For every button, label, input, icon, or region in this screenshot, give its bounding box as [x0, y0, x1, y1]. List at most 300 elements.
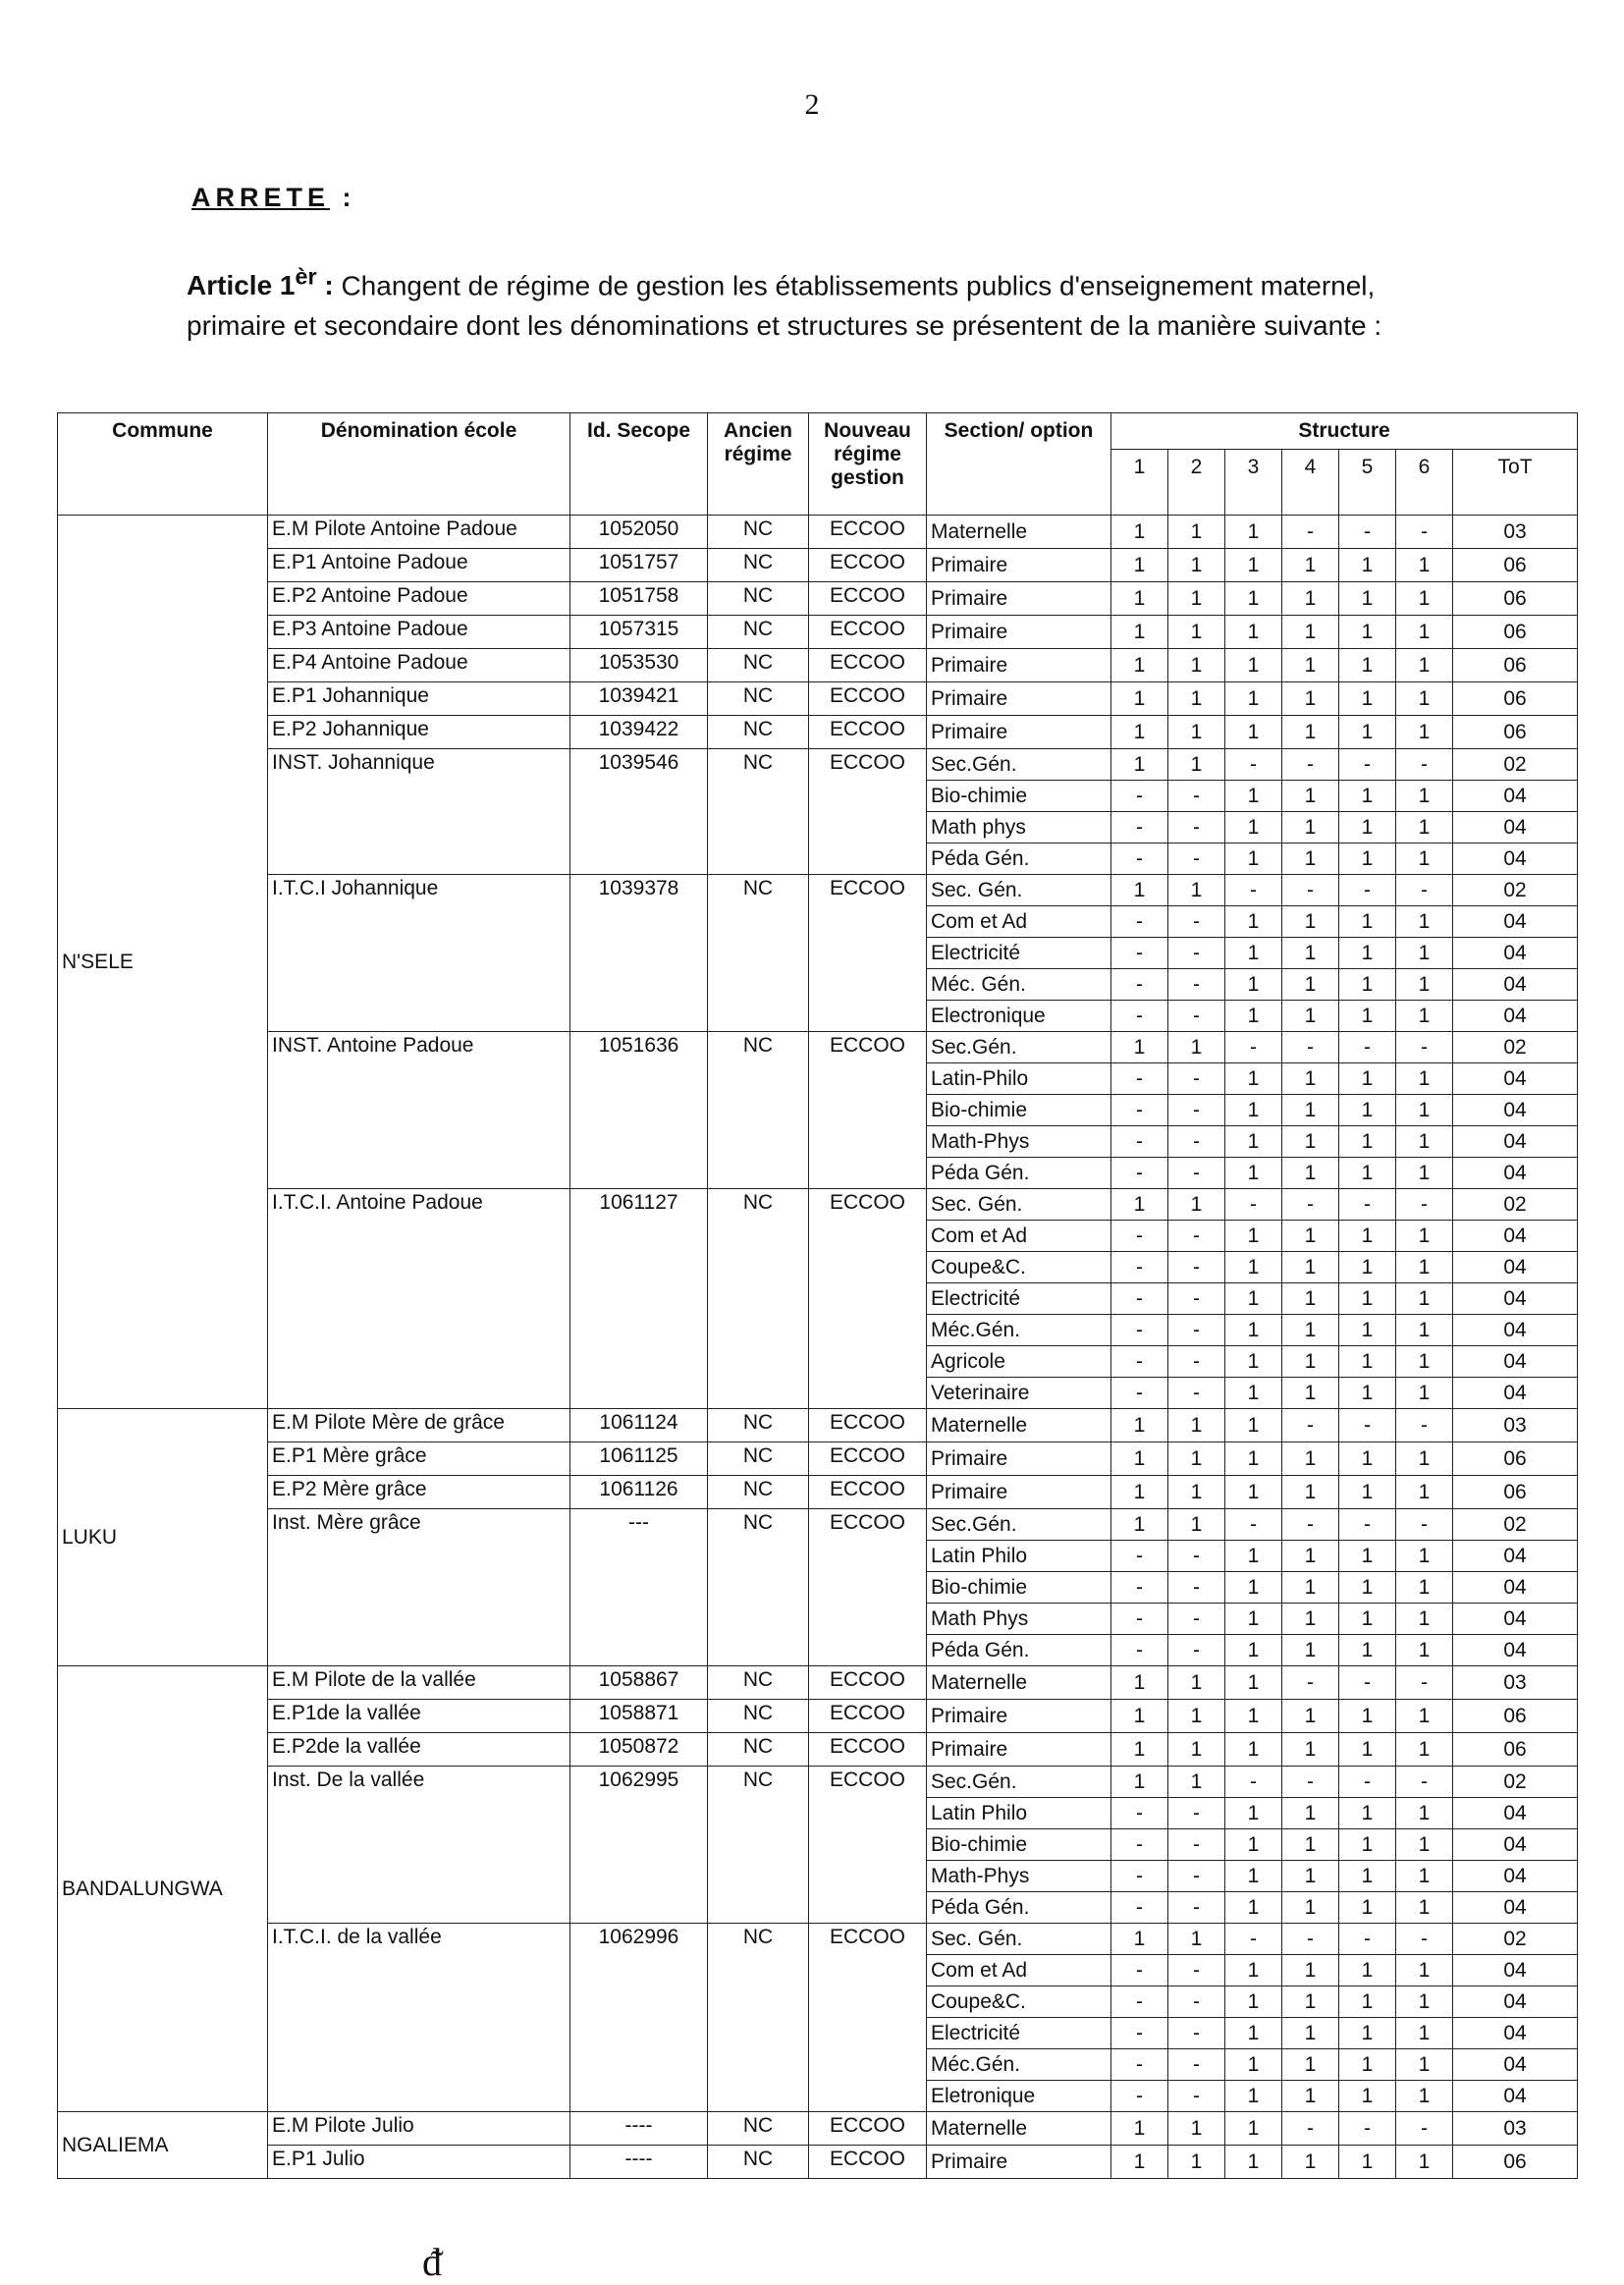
level-value-cell: -: [1111, 938, 1168, 969]
level-value-cell: 1: [1396, 1283, 1453, 1315]
level-value-cell: 1: [1339, 1095, 1396, 1126]
section-cell: Primaire: [927, 1442, 1111, 1476]
level-value-cell: -: [1111, 843, 1168, 875]
nouveau-regime-cell: ECCOO: [809, 649, 927, 682]
level-value-cell: -: [1168, 2049, 1225, 2081]
total-cell: 04: [1453, 969, 1578, 1001]
article-label-colon: :: [316, 270, 334, 301]
header-structure: Structure: [1111, 413, 1578, 450]
ancien-regime-cell: NC: [708, 516, 809, 549]
level-value-cell: 1: [1339, 1283, 1396, 1315]
table-row: [58, 1733, 1578, 1767]
level-value-cell: -: [1396, 1509, 1453, 1541]
school-name-cell: E.P2 Antoine Padoue: [268, 582, 570, 616]
level-value-cell: 1: [1225, 843, 1282, 875]
level-value-cell: -: [1168, 1095, 1225, 1126]
nouveau-regime-cell: ECCOO: [809, 716, 927, 749]
level-value-cell: 1: [1396, 1063, 1453, 1095]
level-value-cell: 1: [1339, 1861, 1396, 1892]
article-1: [187, 257, 1463, 346]
level-value-cell: 1: [1168, 1442, 1225, 1476]
total-cell: 06: [1453, 716, 1578, 749]
level-value-cell: -: [1282, 1509, 1339, 1541]
section-cell: Méc.Gén.: [927, 1315, 1111, 1346]
total-cell: 06: [1453, 1700, 1578, 1733]
level-value-cell: -: [1111, 1063, 1168, 1095]
school-name-cell: I.T.C.I Johannique: [268, 875, 570, 1032]
level-value-cell: 1: [1339, 969, 1396, 1001]
level-value-cell: 1: [1282, 1476, 1339, 1509]
level-value-cell: -: [1111, 1572, 1168, 1604]
page-number: 2: [804, 88, 820, 121]
level-value-cell: 1: [1225, 2081, 1282, 2112]
level-value-cell: -: [1339, 516, 1396, 549]
level-value-cell: 1: [1396, 549, 1453, 582]
level-value-cell: 1: [1168, 516, 1225, 549]
article-label-text: Article 1: [187, 270, 296, 301]
level-value-cell: 1: [1339, 1798, 1396, 1829]
level-value-cell: 1: [1111, 716, 1168, 749]
table-row: [58, 1476, 1578, 1509]
nouveau-regime-cell: ECCOO: [809, 1924, 927, 2112]
total-cell: 02: [1453, 1767, 1578, 1798]
level-value-cell: 1: [1282, 1442, 1339, 1476]
level-value-cell: -: [1225, 1032, 1282, 1063]
nouveau-regime-cell: ECCOO: [809, 2112, 927, 2146]
level-value-cell: -: [1111, 1095, 1168, 1126]
school-name-cell: E.P3 Antoine Padoue: [268, 616, 570, 649]
level-value-cell: -: [1111, 1955, 1168, 1986]
level-value-cell: 1: [1396, 1346, 1453, 1378]
nouveau-regime-cell: ECCOO: [809, 1700, 927, 1733]
level-value-cell: 1: [1282, 1126, 1339, 1158]
level-value-cell: -: [1111, 2081, 1168, 2112]
level-value-cell: 1: [1339, 1733, 1396, 1767]
level-value-cell: 1: [1396, 1829, 1453, 1861]
level-value-cell: 1: [1111, 749, 1168, 781]
section-cell: Bio-chimie: [927, 1095, 1111, 1126]
level-value-cell: -: [1168, 1829, 1225, 1861]
level-value-cell: 1: [1168, 1409, 1225, 1442]
level-value-cell: -: [1225, 749, 1282, 781]
level-value-cell: 1: [1339, 1315, 1396, 1346]
total-cell: 04: [1453, 1315, 1578, 1346]
level-value-cell: 1: [1111, 682, 1168, 716]
level-value-cell: -: [1111, 2049, 1168, 2081]
ancien-regime-cell: NC: [708, 682, 809, 716]
ancien-regime-cell: NC: [708, 716, 809, 749]
total-cell: 06: [1453, 1733, 1578, 1767]
secope-id-cell: 1051758: [570, 582, 708, 616]
secope-id-cell: 1039546: [570, 749, 708, 875]
level-value-cell: -: [1111, 812, 1168, 843]
header-section: Section/ option: [927, 413, 1111, 516]
header-level: ToT: [1453, 450, 1578, 516]
level-value-cell: -: [1282, 1666, 1339, 1700]
table-row: [58, 1666, 1578, 1700]
level-value-cell: -: [1396, 2112, 1453, 2146]
level-value-cell: 1: [1168, 1509, 1225, 1541]
level-value-cell: 1: [1396, 1001, 1453, 1032]
secope-id-cell: 1061127: [570, 1189, 708, 1409]
level-value-cell: 1: [1168, 875, 1225, 906]
article-label-sup: èr: [295, 264, 317, 290]
level-value-cell: -: [1111, 1158, 1168, 1189]
total-cell: 04: [1453, 1572, 1578, 1604]
level-value-cell: 1: [1282, 1315, 1339, 1346]
school-name-cell: INST. Johannique: [268, 749, 570, 875]
commune-cell: NGALIEMA: [58, 2112, 268, 2179]
level-value-cell: 1: [1225, 2049, 1282, 2081]
level-value-cell: 1: [1225, 716, 1282, 749]
level-value-cell: 1: [1339, 812, 1396, 843]
section-cell: Com et Ad: [927, 1221, 1111, 1252]
section-cell: Primaire: [927, 1476, 1111, 1509]
commune-cell: N'SELE: [58, 516, 268, 1409]
level-value-cell: 1: [1168, 1700, 1225, 1733]
level-value-cell: 1: [1225, 2146, 1282, 2179]
school-name-cell: E.M Pilote Julio: [268, 2112, 570, 2146]
level-value-cell: -: [1339, 749, 1396, 781]
section-cell: Maternelle: [927, 1666, 1111, 1700]
level-value-cell: 1: [1396, 2018, 1453, 2049]
section-cell: Primaire: [927, 716, 1111, 749]
total-cell: 04: [1453, 2081, 1578, 2112]
header-ecole: Dénomination école: [268, 413, 570, 516]
level-value-cell: -: [1282, 1032, 1339, 1063]
level-value-cell: 1: [1111, 649, 1168, 682]
secope-id-cell: 1062996: [570, 1924, 708, 2112]
secope-id-cell: 1061126: [570, 1476, 708, 1509]
level-value-cell: 1: [1396, 1572, 1453, 1604]
level-value-cell: 1: [1339, 1442, 1396, 1476]
level-value-cell: -: [1339, 2112, 1396, 2146]
level-value-cell: 1: [1282, 1829, 1339, 1861]
ancien-regime-cell: NC: [708, 1032, 809, 1189]
section-cell: Maternelle: [927, 2112, 1111, 2146]
ancien-regime-cell: NC: [708, 649, 809, 682]
level-value-cell: 1: [1225, 1346, 1282, 1378]
level-value-cell: -: [1111, 1252, 1168, 1283]
level-value-cell: -: [1225, 1924, 1282, 1955]
nouveau-regime-cell: ECCOO: [809, 1189, 927, 1409]
level-value-cell: -: [1168, 1986, 1225, 2018]
level-value-cell: -: [1396, 1409, 1453, 1442]
level-value-cell: 1: [1339, 1829, 1396, 1861]
total-cell: 02: [1453, 1189, 1578, 1221]
total-cell: 02: [1453, 875, 1578, 906]
total-cell: 04: [1453, 1252, 1578, 1283]
level-value-cell: 1: [1111, 1666, 1168, 1700]
level-value-cell: -: [1168, 1063, 1225, 1095]
level-value-cell: -: [1111, 1283, 1168, 1315]
secope-id-cell: ----: [570, 2146, 708, 2179]
level-value-cell: 1: [1168, 1767, 1225, 1798]
ancien-regime-cell: NC: [708, 1189, 809, 1409]
table-row: [58, 582, 1578, 616]
level-value-cell: 1: [1111, 516, 1168, 549]
level-value-cell: 1: [1225, 1892, 1282, 1924]
section-cell: Electricité: [927, 1283, 1111, 1315]
level-value-cell: 1: [1225, 616, 1282, 649]
total-cell: 04: [1453, 938, 1578, 969]
level-value-cell: -: [1396, 875, 1453, 906]
total-cell: 06: [1453, 616, 1578, 649]
level-value-cell: -: [1111, 1604, 1168, 1635]
table-row: [58, 682, 1578, 716]
level-value-cell: 1: [1225, 516, 1282, 549]
level-value-cell: 1: [1282, 2018, 1339, 2049]
school-name-cell: I.T.C.I. Antoine Padoue: [268, 1189, 570, 1409]
level-value-cell: 1: [1282, 812, 1339, 843]
section-cell: Sec. Gén.: [927, 1924, 1111, 1955]
nouveau-regime-cell: ECCOO: [809, 749, 927, 875]
table-row: [58, 716, 1578, 749]
table-row: [58, 875, 1578, 906]
level-value-cell: 1: [1396, 1095, 1453, 1126]
level-value-cell: 1: [1282, 1604, 1339, 1635]
section-cell: Primaire: [927, 682, 1111, 716]
total-cell: 04: [1453, 1892, 1578, 1924]
ancien-regime-cell: NC: [708, 1733, 809, 1767]
level-value-cell: 1: [1396, 716, 1453, 749]
level-value-cell: 1: [1282, 716, 1339, 749]
level-value-cell: 1: [1282, 843, 1339, 875]
level-value-cell: 1: [1339, 1378, 1396, 1409]
level-value-cell: -: [1168, 843, 1225, 875]
secope-id-cell: ---: [570, 1509, 708, 1666]
level-value-cell: -: [1282, 2112, 1339, 2146]
ancien-regime-cell: NC: [708, 2146, 809, 2179]
level-value-cell: 1: [1339, 1700, 1396, 1733]
level-value-cell: 1: [1225, 1986, 1282, 2018]
level-value-cell: 1: [1282, 1892, 1339, 1924]
level-value-cell: 1: [1225, 938, 1282, 969]
level-value-cell: 1: [1282, 906, 1339, 938]
level-value-cell: -: [1339, 1189, 1396, 1221]
level-value-cell: 1: [1282, 1252, 1339, 1283]
level-value-cell: 1: [1282, 1346, 1339, 1378]
section-cell: Com et Ad: [927, 906, 1111, 938]
section-cell: Latin Philo: [927, 1798, 1111, 1829]
table-row: [58, 1409, 1578, 1442]
secope-id-cell: 1058871: [570, 1700, 708, 1733]
level-value-cell: 1: [1225, 1158, 1282, 1189]
level-value-cell: 1: [1339, 2146, 1396, 2179]
secope-id-cell: 1053530: [570, 649, 708, 682]
level-value-cell: -: [1111, 1986, 1168, 2018]
section-cell: Sec.Gén.: [927, 1032, 1111, 1063]
section-cell: Electricité: [927, 2018, 1111, 2049]
level-value-cell: -: [1111, 1798, 1168, 1829]
nouveau-regime-cell: ECCOO: [809, 1733, 927, 1767]
header-nouveau: Nouveau régime gestion: [809, 413, 927, 516]
level-value-cell: 1: [1282, 582, 1339, 616]
school-name-cell: INST. Antoine Padoue: [268, 1032, 570, 1189]
section-cell: Primaire: [927, 649, 1111, 682]
decree-heading: [191, 183, 356, 213]
level-value-cell: -: [1168, 1126, 1225, 1158]
level-value-cell: -: [1168, 781, 1225, 812]
level-value-cell: 1: [1396, 1476, 1453, 1509]
level-value-cell: 1: [1111, 582, 1168, 616]
level-value-cell: 1: [1225, 1666, 1282, 1700]
level-value-cell: 1: [1111, 1442, 1168, 1476]
section-cell: Péda Gén.: [927, 1158, 1111, 1189]
ancien-regime-cell: NC: [708, 1924, 809, 2112]
level-value-cell: 1: [1339, 1346, 1396, 1378]
table-header: [58, 413, 1578, 516]
level-value-cell: 1: [1282, 549, 1339, 582]
level-value-cell: 1: [1225, 549, 1282, 582]
level-value-cell: -: [1111, 1861, 1168, 1892]
total-cell: 04: [1453, 1955, 1578, 1986]
level-value-cell: 1: [1225, 1001, 1282, 1032]
level-value-cell: -: [1111, 2018, 1168, 2049]
level-value-cell: -: [1339, 1032, 1396, 1063]
level-value-cell: 1: [1339, 781, 1396, 812]
header-level: 1: [1111, 450, 1168, 516]
level-value-cell: -: [1282, 749, 1339, 781]
secope-id-cell: 1058867: [570, 1666, 708, 1700]
level-value-cell: 1: [1396, 1733, 1453, 1767]
level-value-cell: 1: [1396, 1378, 1453, 1409]
level-value-cell: 1: [1282, 2146, 1339, 2179]
school-name-cell: E.M Pilote de la vallée: [268, 1666, 570, 1700]
header-commune: Commune: [58, 413, 268, 516]
level-value-cell: 1: [1396, 1252, 1453, 1283]
school-name-cell: E.P1 Julio: [268, 2146, 570, 2179]
section-cell: Primaire: [927, 616, 1111, 649]
heading-suffix: :: [330, 183, 356, 212]
total-cell: 04: [1453, 1346, 1578, 1378]
level-value-cell: 1: [1339, 649, 1396, 682]
total-cell: 04: [1453, 1635, 1578, 1666]
level-value-cell: 1: [1225, 1541, 1282, 1572]
table-row: [58, 2112, 1578, 2146]
school-name-cell: E.P2 Mère grâce: [268, 1476, 570, 1509]
level-value-cell: 1: [1282, 1733, 1339, 1767]
total-cell: 04: [1453, 1063, 1578, 1095]
level-value-cell: 1: [1396, 938, 1453, 969]
school-name-cell: E.P1 Antoine Padoue: [268, 549, 570, 582]
section-cell: Coupe&C.: [927, 1986, 1111, 2018]
level-value-cell: -: [1396, 1189, 1453, 1221]
section-cell: Bio-chimie: [927, 1572, 1111, 1604]
total-cell: 03: [1453, 1666, 1578, 1700]
secope-id-cell: 1039378: [570, 875, 708, 1032]
level-value-cell: 1: [1339, 1955, 1396, 1986]
table-row: [58, 616, 1578, 649]
nouveau-regime-cell: ECCOO: [809, 1476, 927, 1509]
level-value-cell: 1: [1225, 649, 1282, 682]
level-value-cell: 1: [1396, 582, 1453, 616]
header-level: 4: [1282, 450, 1339, 516]
level-value-cell: 1: [1339, 716, 1396, 749]
school-name-cell: E.P2de la vallée: [268, 1733, 570, 1767]
section-cell: Sec.Gén.: [927, 1509, 1111, 1541]
total-cell: 04: [1453, 2018, 1578, 2049]
section-cell: Electricité: [927, 938, 1111, 969]
level-value-cell: -: [1168, 1158, 1225, 1189]
school-name-cell: E.P1 Johannique: [268, 682, 570, 716]
level-value-cell: -: [1111, 1126, 1168, 1158]
level-value-cell: 1: [1225, 1733, 1282, 1767]
section-cell: Bio-chimie: [927, 781, 1111, 812]
header-level: 5: [1339, 450, 1396, 516]
level-value-cell: 1: [1225, 582, 1282, 616]
total-cell: 04: [1453, 1986, 1578, 2018]
level-value-cell: 1: [1396, 1541, 1453, 1572]
ancien-regime-cell: NC: [708, 1767, 809, 1924]
level-value-cell: -: [1111, 906, 1168, 938]
level-value-cell: 1: [1168, 682, 1225, 716]
section-cell: Coupe&C.: [927, 1252, 1111, 1283]
nouveau-regime-cell: ECCOO: [809, 1509, 927, 1666]
level-value-cell: 1: [1168, 649, 1225, 682]
article-label: [187, 264, 334, 301]
level-value-cell: 1: [1396, 1221, 1453, 1252]
total-cell: 02: [1453, 1924, 1578, 1955]
level-value-cell: 1: [1339, 1221, 1396, 1252]
section-cell: Sec.Gén.: [927, 1767, 1111, 1798]
level-value-cell: 1: [1396, 1126, 1453, 1158]
level-value-cell: -: [1168, 812, 1225, 843]
level-value-cell: -: [1168, 1798, 1225, 1829]
ancien-regime-cell: NC: [708, 875, 809, 1032]
commune-cell: LUKU: [58, 1409, 268, 1666]
level-value-cell: -: [1111, 1829, 1168, 1861]
secope-id-cell: 1057315: [570, 616, 708, 649]
section-cell: Péda Gén.: [927, 1635, 1111, 1666]
level-value-cell: -: [1282, 1189, 1339, 1221]
level-value-cell: 1: [1225, 1700, 1282, 1733]
level-value-cell: -: [1168, 1252, 1225, 1283]
secope-id-cell: 1051757: [570, 549, 708, 582]
level-value-cell: 1: [1282, 969, 1339, 1001]
total-cell: 04: [1453, 812, 1578, 843]
level-value-cell: -: [1168, 938, 1225, 969]
level-value-cell: 1: [1282, 2049, 1339, 2081]
initials-mark: ᵭ: [422, 2240, 442, 2285]
section-cell: Primaire: [927, 1700, 1111, 1733]
level-value-cell: 1: [1396, 1798, 1453, 1829]
nouveau-regime-cell: ECCOO: [809, 516, 927, 549]
table-row: [58, 649, 1578, 682]
nouveau-regime-cell: ECCOO: [809, 549, 927, 582]
level-value-cell: -: [1396, 749, 1453, 781]
total-cell: 06: [1453, 649, 1578, 682]
level-value-cell: 1: [1396, 1604, 1453, 1635]
level-value-cell: -: [1111, 1221, 1168, 1252]
ancien-regime-cell: NC: [708, 1700, 809, 1733]
total-cell: 02: [1453, 1509, 1578, 1541]
level-value-cell: -: [1282, 1924, 1339, 1955]
level-value-cell: 1: [1396, 1442, 1453, 1476]
level-value-cell: 1: [1339, 616, 1396, 649]
level-value-cell: 1: [1225, 2018, 1282, 2049]
level-value-cell: 1: [1111, 1189, 1168, 1221]
level-value-cell: 1: [1282, 649, 1339, 682]
nouveau-regime-cell: ECCOO: [809, 582, 927, 616]
section-cell: Péda Gén.: [927, 843, 1111, 875]
level-value-cell: -: [1225, 1509, 1282, 1541]
total-cell: 02: [1453, 749, 1578, 781]
level-value-cell: -: [1339, 1767, 1396, 1798]
level-value-cell: 1: [1225, 969, 1282, 1001]
level-value-cell: 1: [1282, 1063, 1339, 1095]
level-value-cell: 1: [1225, 1476, 1282, 1509]
